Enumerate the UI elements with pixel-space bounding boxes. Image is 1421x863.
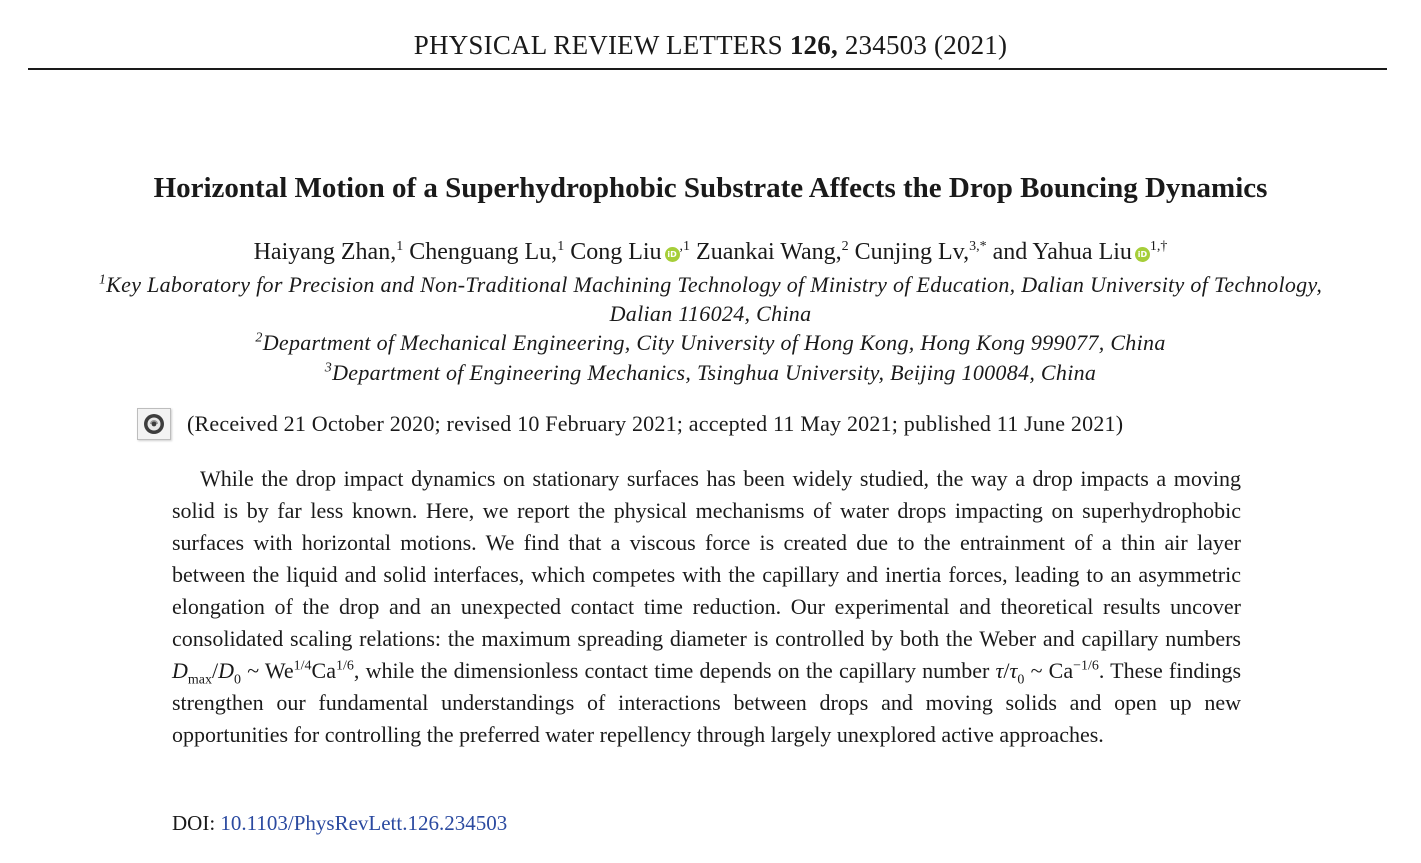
doi-label: DOI: <box>172 811 216 835</box>
author-affiliation-mark: ,1 <box>679 239 691 254</box>
crossmark-icon[interactable] <box>137 408 171 440</box>
author-name: Haiyang Zhan, <box>253 239 397 265</box>
abstract <box>172 463 1241 751</box>
math-exponent: 1/4 <box>293 658 312 674</box>
affiliation-1 <box>0 272 1421 298</box>
author-conjunction: and <box>992 239 1028 265</box>
math-subscript: max <box>187 672 212 688</box>
affiliation-number: 3 <box>324 360 333 376</box>
math-operator: / <box>1003 658 1010 683</box>
author-list <box>0 239 1421 266</box>
affiliation-text: Department of Engineering Mechanics, Tsinghua University, Beijing 100084, China <box>332 360 1097 385</box>
author-affiliation-mark: 3,* <box>969 239 987 254</box>
author-affiliation-mark: 2 <box>841 239 849 254</box>
math-symbol: τ <box>1009 658 1018 683</box>
affiliation-text: Key Laboratory for Precision and Non-Traditional Machining Technology of Ministry of Education, Dalian University of Technology, <box>106 272 1323 297</box>
math-operator: ~ Ca <box>1024 658 1074 683</box>
affiliation-number: 1 <box>98 272 107 288</box>
affiliation-3 <box>0 360 1421 386</box>
math-symbol: D <box>218 658 235 683</box>
doi-line <box>172 811 507 836</box>
math-symbol: Ca <box>311 658 336 683</box>
orcid-icon[interactable]: iD <box>1135 247 1150 262</box>
math-operator: ~ We <box>241 658 294 683</box>
author-affiliation-mark: 1 <box>557 239 565 254</box>
journal-volume: 126, <box>789 30 838 60</box>
affiliation-2 <box>0 330 1421 356</box>
author-affiliation-mark: 1,† <box>1149 239 1168 254</box>
crossmark-glyph <box>143 413 165 435</box>
abstract-text: , while the dimensionless contact time depends on the capillary number <box>353 658 990 683</box>
orcid-icon[interactable]: iD <box>665 247 680 262</box>
author-name: Chenguang Lu, <box>409 239 558 265</box>
author-name: Zuankai Wang, <box>696 239 842 265</box>
doi-link[interactable]: 10.1103/PhysRevLett.126.234503 <box>220 811 508 835</box>
math-exponent: −1/6 <box>1073 658 1099 674</box>
journal-header <box>0 30 1421 61</box>
article-number-year: 234503 (2021) <box>844 30 1008 60</box>
affiliation-1-continued <box>0 301 1421 327</box>
author-name: Cunjing Lv, <box>854 239 970 265</box>
math-operator: / <box>212 658 219 683</box>
math-symbol: τ <box>995 658 1004 683</box>
author-name: Cong Liu <box>570 239 662 265</box>
affiliation-text: Department of Mechanical Engineering, City University of Hong Kong, Hong Kong 999077, China <box>262 330 1166 355</box>
affiliation-text: Dalian 116024, China <box>609 301 812 326</box>
author-name: Yahua Liu <box>1032 239 1132 265</box>
affiliation-number: 2 <box>255 330 263 346</box>
math-subscript: 0 <box>234 672 242 688</box>
abstract-text: . These findings strengthen our fundamental understandings of interactions between drops and moving solids and open up new opportunities for controlling the preferred water repellency through largely unexplored active approaches. <box>172 658 1242 747</box>
math-symbol: D <box>172 658 188 683</box>
header-rule <box>28 68 1387 70</box>
math-exponent: 1/6 <box>336 658 354 674</box>
author-affiliation-mark: 1 <box>396 239 404 254</box>
publication-history: (Received 21 October 2020; revised 10 February 2021; accepted 11 May 2021; published 11 June 2021) <box>187 411 1124 436</box>
abstract-text: While the drop impact dynamics on stationary surfaces has been widely studied, the way a drop impacts a moving solid is by far less known. Here, we report the physical mechanisms of water drops impacting on superhydrophobic surfaces with horizontal motions. We find that a viscous force is created due to the entrainment of a thin air layer between the liquid and solid interfaces, which competes with the capillary and inertia forces, leading to an asymmetric elongation of the drop and an unexpected contact time reduction. Our experimental and theoretical results uncover consolidated scaling relations: the maximum spreading diameter is controlled by both the Weber and capillary numbers <box>172 466 1241 651</box>
paper-title: Horizontal Motion of a Superhydrophobic Substrate Affects the Drop Bouncing Dynamics <box>153 172 1268 204</box>
journal-name: PHYSICAL REVIEW LETTERS <box>413 30 783 60</box>
math-subscript: 0 <box>1017 672 1025 688</box>
